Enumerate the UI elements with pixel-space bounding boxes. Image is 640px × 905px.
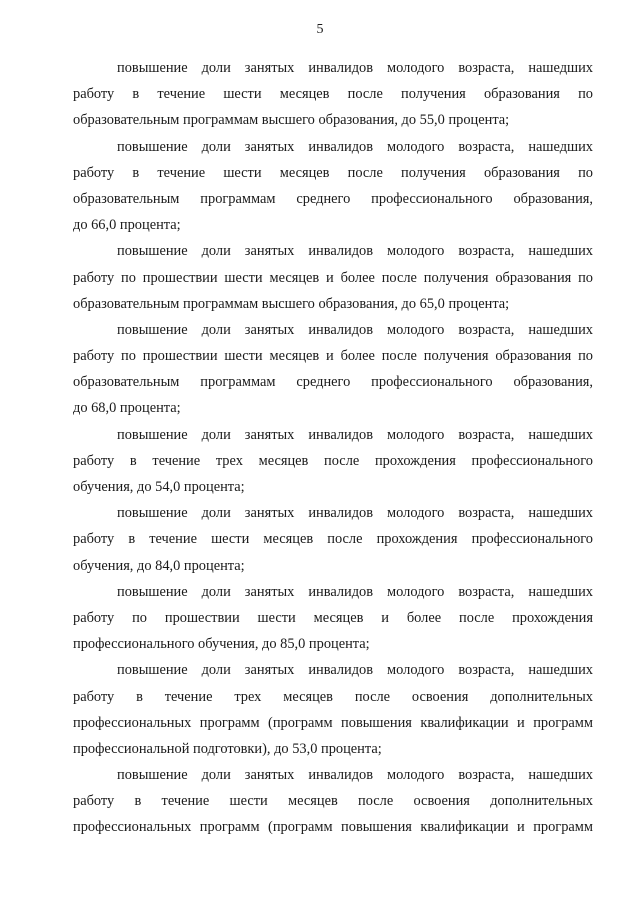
text-line: обучения, до 84,0 процента; [73,557,245,574]
paragraph [73,238,593,317]
text-line: повышение доли занятых инвалидов молодого возраста, нашедших [117,662,593,679]
text-line: работу в течение шести месяцев после получения образования по [73,164,593,181]
text-line: профессиональных программ (программ повышения квалификации и программ [73,819,593,836]
text-line: образовательным программам высшего образования, до 65,0 процента; [73,295,510,312]
paragraph [73,134,593,239]
paragraph [73,657,593,762]
paragraph [73,579,593,658]
text-line: профессиональных программ (программ повышения квалификации и программ [73,714,593,731]
text-line: до 68,0 процента; [73,400,181,417]
text-line: повышение доли занятых инвалидов молодого возраста, нашедших [117,60,593,76]
text-line: профессионального обучения, до 85,0 процента; [73,636,370,653]
page-number: 5 [316,22,324,37]
paragraph [73,55,593,134]
paragraph [73,422,593,501]
text-line: повышение доли занятых инвалидов молодого возраста, нашедших [117,321,593,338]
text-line: до 66,0 процента; [73,217,181,234]
text-line: образовательным программам среднего профессионального образования, [73,374,593,391]
text-line: повышение доли занятых инвалидов молодого возраста, нашедших [117,138,593,155]
text-line: повышение доли занятых инвалидов молодого возраста, нашедших [117,505,593,522]
text-line: повышение доли занятых инвалидов молодого возраста, нашедших [117,583,593,600]
text-line: работу по прошествии шести месяцев и более после прохождения [73,609,593,626]
paragraph [73,500,593,579]
text-line: работу в течение шести месяцев после освоения дополнительных [73,793,593,810]
text-line: работу в течение шести месяцев после получения образования по [73,86,593,103]
text-line: обучения, до 54,0 процента; [73,479,245,495]
text-line: повышение доли занятых инвалидов молодого возраста, нашедших [117,243,593,260]
text-line: повышение доли занятых инвалидов молодого возраста, нашедших [117,767,593,784]
paragraph [73,762,593,841]
text-line: образовательным программам высшего образования, до 55,0 процента; [73,112,510,129]
text-line: работу по прошествии шести месяцев и более после получения образования по [73,269,593,286]
text-line: работу в течение трех месяцев после прохождения профессионального [73,452,593,469]
document-body [73,55,593,841]
text-line: образовательным программам среднего профессионального образования, [73,190,593,207]
paragraph [73,317,593,422]
text-line: работу по прошествии шести месяцев и более после получения образования по [73,348,593,365]
text-line: профессиональной подготовки), до 53,0 процента; [73,740,382,757]
text-line: работу в течение шести месяцев после прохождения профессионального [73,531,593,548]
text-line: работу в течение трех месяцев после освоения дополнительных [73,688,593,705]
text-line: повышение доли занятых инвалидов молодого возраста, нашедших [117,426,593,443]
